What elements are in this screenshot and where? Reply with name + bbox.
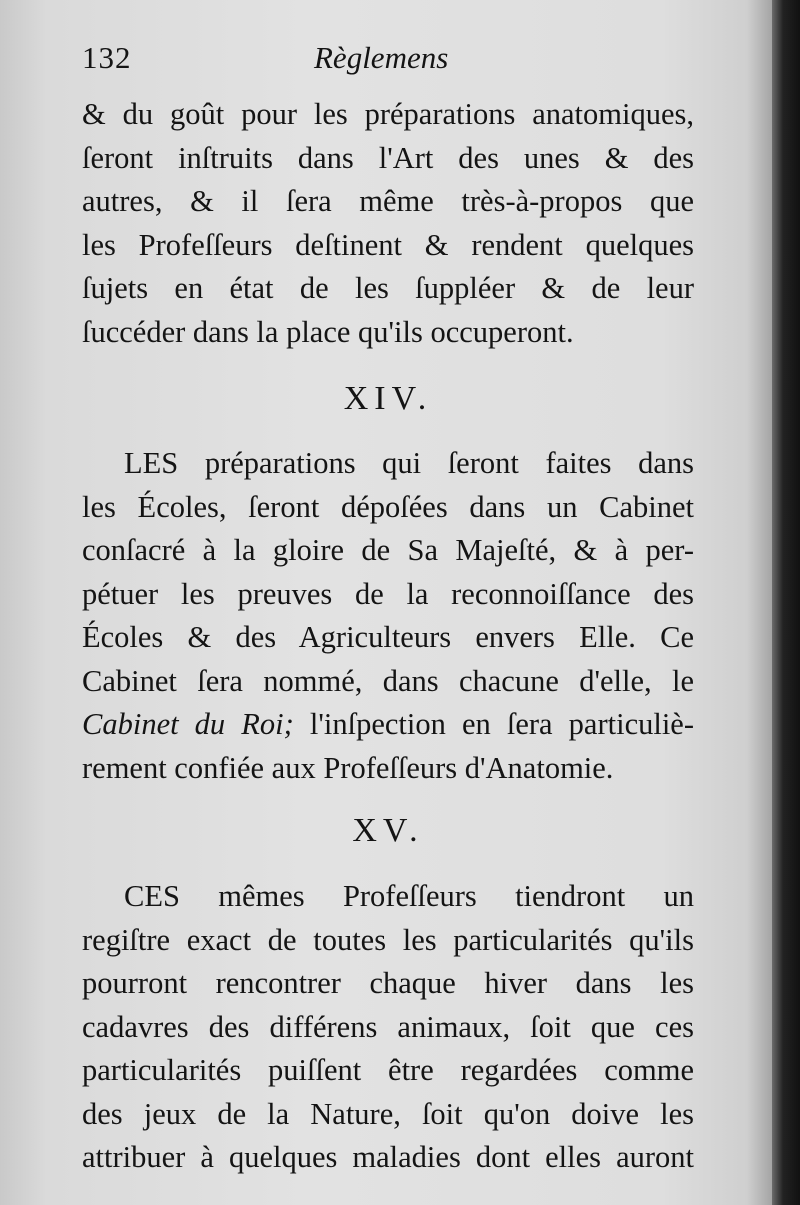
paragraph-xiv (82, 442, 694, 790)
italic-phrase: Cabinet du Roi; (82, 707, 294, 741)
text-line: pourront rencontrer chaque hiver dans les (82, 966, 694, 1000)
text-line: autres, & il ſera même très-à-propos que (82, 184, 694, 218)
running-title: Règlemens (314, 40, 449, 75)
text-line: Écoles & des Agriculteurs envers Elle. Ce (82, 620, 694, 654)
text-line: cadavres des différens animaux, ſoit que ces (82, 1009, 694, 1044)
text-line: regiſtre exact de toutes les particularités qu'ils (82, 922, 694, 957)
section-heading-xiv: XIV. (343, 380, 433, 417)
text-line: ſujets en état de les ſuppléer & de leur (82, 271, 694, 305)
page-header (82, 40, 702, 80)
text-line: attribuer à quelques maladies dont elles auront (82, 1140, 694, 1174)
text-line: & du goût pour les préparations anatomiques, (82, 97, 694, 131)
text-line: LES préparations qui ſeront faites dans (124, 446, 694, 480)
text-line-with-italic (82, 703, 694, 747)
text-line: particularités puiſſent être regardées comme (82, 1053, 694, 1087)
paragraph-continuation (82, 93, 694, 354)
text-line: les Profeſſeurs deſtinent & rendent quelques (82, 227, 694, 262)
text-line: conſacré à la gloire de Sa Majeſté, & à per- (82, 533, 694, 567)
text-line: CES mêmes Profeſſeurs tiendront un (124, 879, 694, 913)
text-fragment: l'inſpection en ſera particuliè- (309, 707, 694, 741)
text-line: rement confiée aux Profeſſeurs d'Anatomie. (82, 750, 614, 785)
section-heading-xv: XV. (352, 812, 424, 849)
paragraph-xv (82, 875, 694, 1180)
text-line: des jeux de la Nature, ſoit qu'on doive les (82, 1096, 694, 1131)
book-gutter-shadow (772, 0, 800, 1205)
text-line: pétuer les preuves de la reconnoiſſance des (82, 576, 694, 611)
text-line: les Écoles, ſeront dépoſées dans un Cabinet (82, 489, 694, 524)
text-line: ſeront inſtruits dans l'Art des unes & des (82, 140, 694, 175)
page-number: 132 (82, 40, 132, 75)
text-line: ſuccéder dans la place qu'ils occuperont. (82, 314, 574, 349)
text-line: Cabinet ſera nommé, dans chacune d'elle, le (82, 663, 694, 698)
